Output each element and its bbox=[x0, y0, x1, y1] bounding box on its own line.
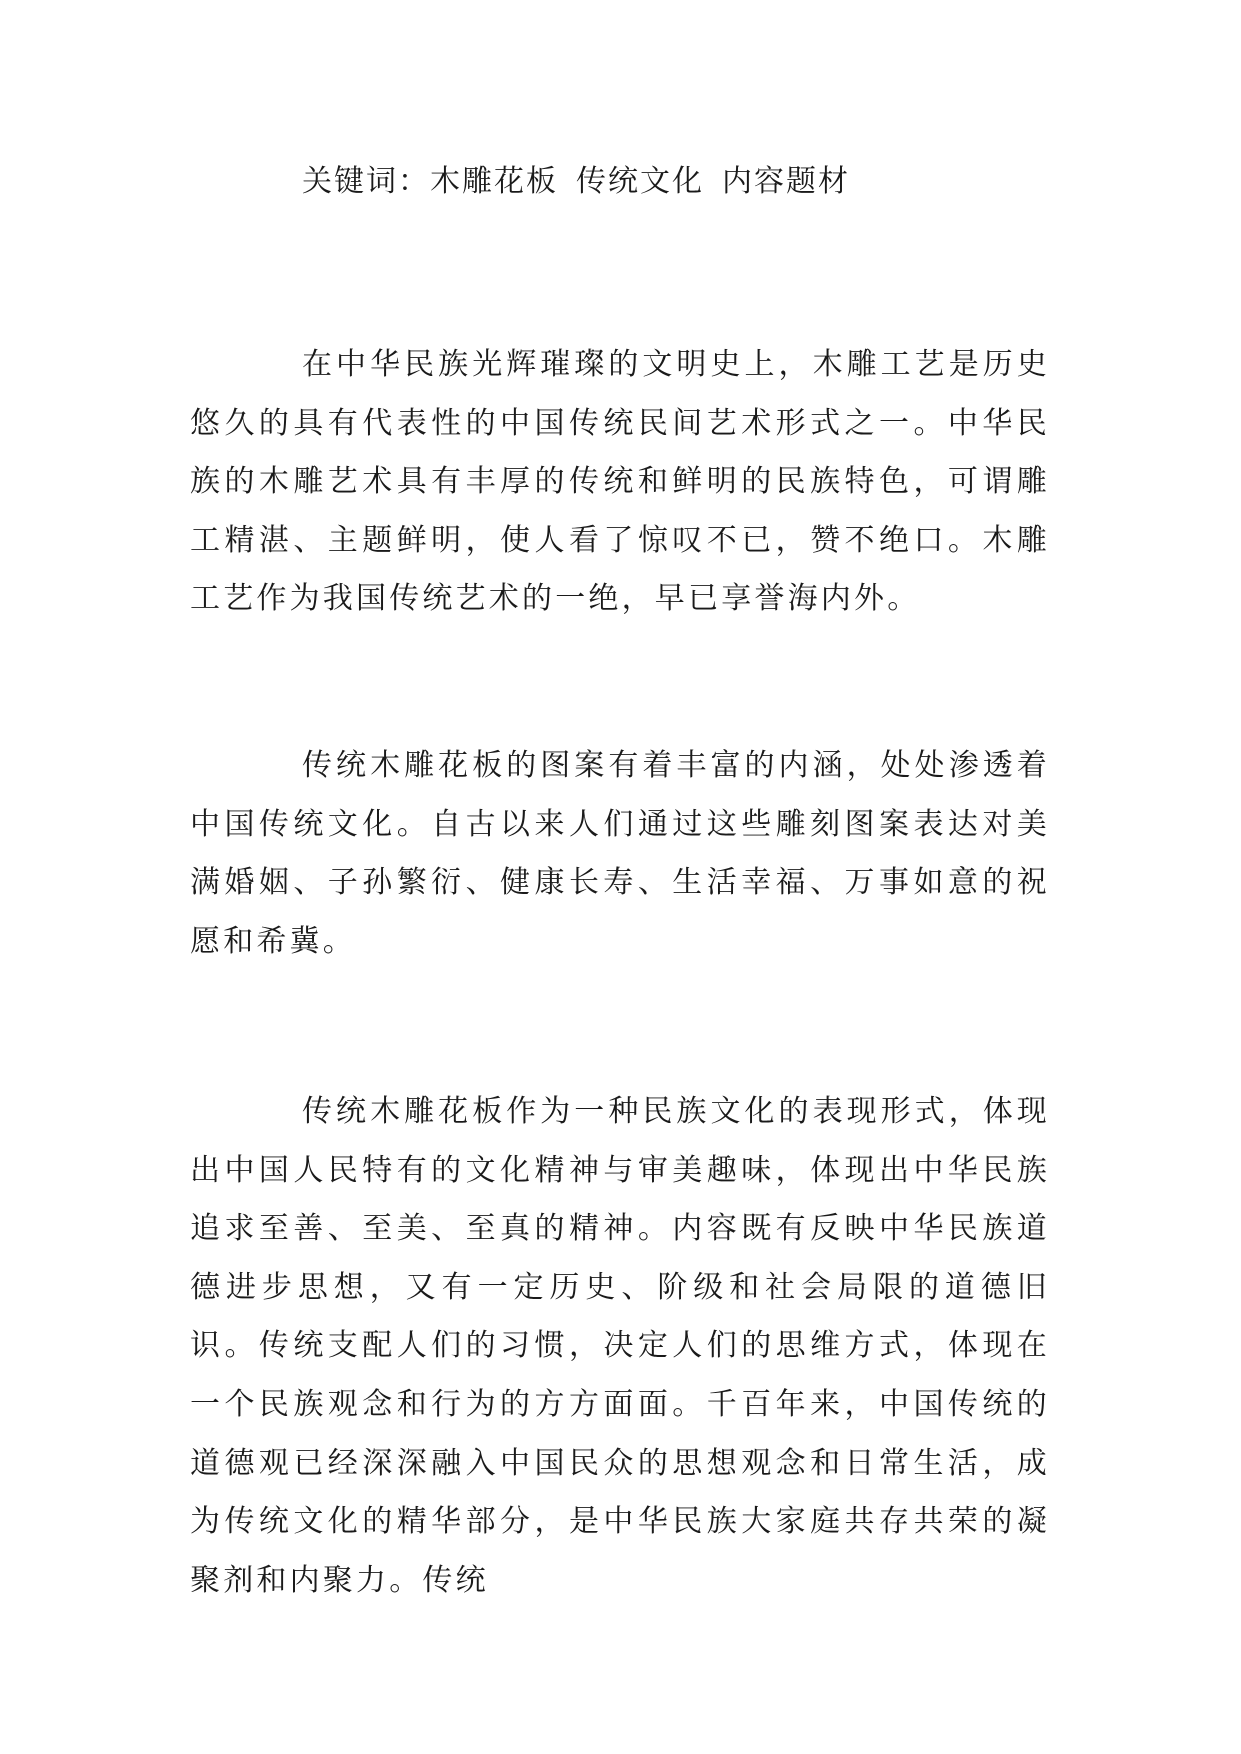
paragraph-culture: 传统木雕花板作为一种民族文化的表现形式，体现出中国人民特有的文化精神与审美趣味，体现出中华民族追求至善、至美、至真的精神。内容既有反映中华民族道德进步思想，又有一定历史、阶级和社会局限的道德旧识。传统支配人们的习惯，决定人们的思维方式，体现在一个民族观念和行为的方方面面。千百年来，中国传统的道德观已经深深融入中国民众的思想观念和日常生活，成为传统文化的精华部分，是中华民族大家庭共存共荣的凝聚剂和内聚力。传统 bbox=[190, 1094, 1050, 1598]
paragraph-intro: 在中华民族光辉璀璨的文明史上，木雕工艺是历史悠久的具有代表性的中国传统民间艺术形式之一。中华民族的木雕艺术具有丰厚的传统和鲜明的民族特色，可谓雕工精湛、主题鲜明，使人看了惊叹不已，赞不绝口。木雕工艺作为我国传统艺术的一绝，早已享誉海内外。 bbox=[190, 347, 1050, 617]
keyword-1: 木雕花板 bbox=[430, 164, 558, 199]
keyword-2: 传统文化 bbox=[576, 164, 704, 199]
paragraph-patterns: 传统木雕花板的图案有着丰富的内涵，处处渗透着中国传统文化。自古以来人们通过这些雕刻图案表达对美满婚姻、子孙繁衍、健康长寿、生活幸福、万事如意的祝愿和希冀。 bbox=[190, 748, 1050, 959]
keywords-line bbox=[302, 160, 850, 204]
keyword-3: 内容题材 bbox=[722, 164, 850, 199]
keywords-label: 关键词： bbox=[302, 164, 430, 199]
